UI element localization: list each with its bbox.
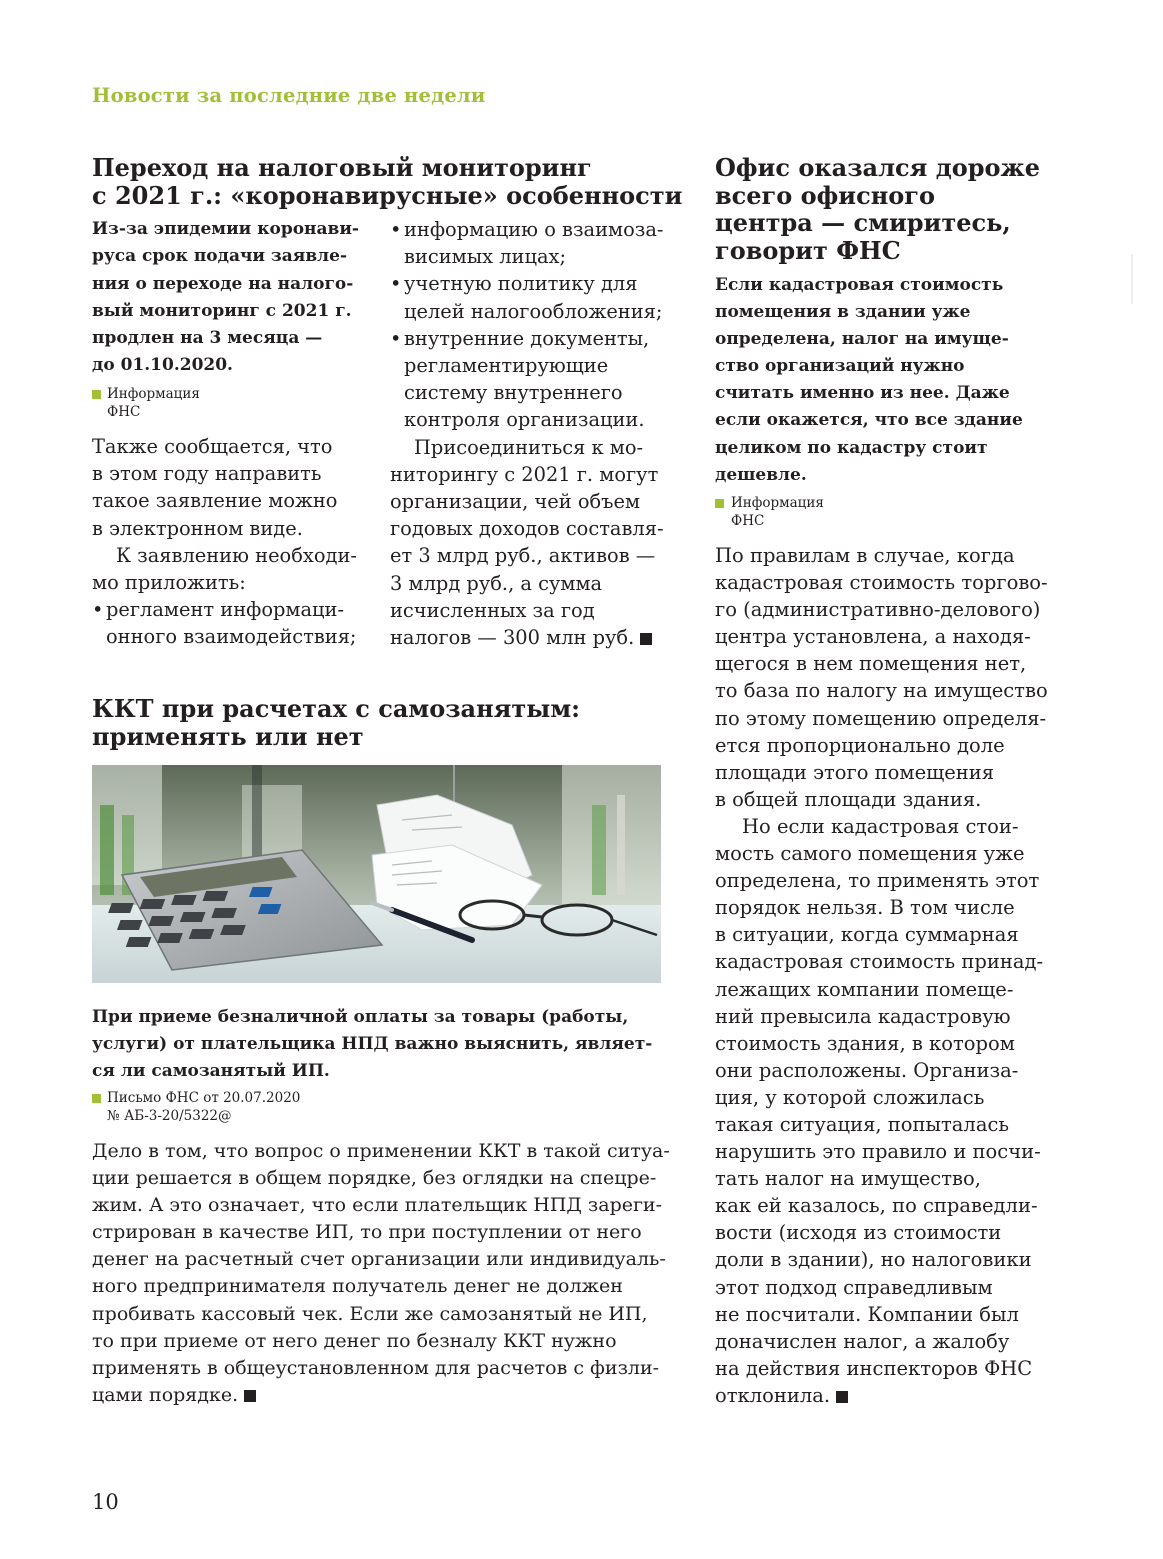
body-line: ции решается в общем порядке, без оглядки на спецре- — [92, 1167, 657, 1190]
body-line: ного предпринимателя получатель денег не должен — [92, 1275, 623, 1298]
lead-line: вый мониторинг с 2021 г. — [92, 300, 352, 321]
body-line: центра установлена, а находя- — [715, 625, 1031, 649]
body-line: ниторингу с 2021 г. могут — [390, 462, 659, 486]
lead-line: целиком по кадастру стоит — [715, 437, 988, 458]
body-line: в ситуации, когда суммарная — [715, 923, 1019, 947]
source-marker-icon — [92, 1094, 101, 1103]
body-line: не посчитали. Компании был — [715, 1302, 1019, 1326]
body-line: они расположены. Организа- — [715, 1058, 1019, 1082]
lead-line: При приеме безналичной оплаты за товары (работы, — [92, 1007, 629, 1027]
body-line: организации, чей объем — [390, 490, 641, 514]
lead-line: дешевле. — [715, 464, 807, 485]
body-line-last — [390, 624, 664, 651]
bullet-item-cont: онного взаимодействия; — [106, 625, 357, 649]
bullet-item-cont: целей налогообложения; — [404, 299, 663, 323]
body-line: ет 3 млрд руб., активов — — [390, 544, 656, 568]
bullet-item: • внутренние документы, — [390, 325, 664, 352]
bullet-item: • регламент информаци- — [92, 596, 357, 623]
bullet-item-cont: контроля организации. — [404, 408, 645, 432]
lead-line: Из-за эпидемии коронави- — [92, 219, 359, 239]
lead-line: до 01.10.2020. — [92, 355, 233, 376]
body-line: мость самого помещения уже — [715, 842, 1025, 866]
article2-source — [107, 1089, 300, 1125]
article1-title-line: с 2021 г.: «коронавирусные» особенности — [92, 180, 683, 210]
article3-title-line: всего офисного — [715, 180, 935, 210]
article3-source — [731, 494, 824, 530]
body-line: щегося в нем помещения нет, — [715, 652, 1027, 676]
article1-source — [107, 385, 200, 421]
body-line: определена, то применять этот — [715, 869, 1040, 893]
body-line: доначислен налог, а жалобу — [715, 1329, 1010, 1353]
body-line: доли в здании), но налоговики — [715, 1248, 1032, 1272]
body-line-last — [715, 1382, 1048, 1409]
body-line: годовых доходов составля- — [390, 517, 664, 541]
lead-line: если окажется, что все здание — [715, 410, 1023, 431]
article2-title-line: ККТ при расчетах с самозанятым: — [92, 694, 581, 723]
section-label: Новости за последние две недели — [92, 84, 486, 107]
bullet-item-cont: висимых лицах; — [404, 245, 566, 269]
article3-lead — [715, 272, 1023, 489]
body-line: лежащих компании помеще- — [715, 977, 1014, 1001]
body-line: то база по налогу на имущество — [715, 679, 1048, 703]
body-line: по этому помещению определя- — [715, 706, 1047, 730]
lead-line: продлен на 3 месяца — — [92, 328, 323, 349]
body-line: стрирован в качестве ИП, то при поступлении от него — [92, 1221, 642, 1244]
body-line: применять в общеустановленном для расчетов с физли- — [92, 1356, 660, 1379]
body-line: в электронном виде. — [92, 516, 303, 540]
lead-line: определена, налог на имуще- — [715, 329, 1009, 350]
body-line: Но если кадастровая стои- — [742, 814, 1019, 838]
body-line: ется пропорционально доле — [715, 733, 1005, 757]
body-line: По правилам в случае, когда — [715, 544, 1015, 567]
article3-title-line: центра — смиритесь, — [715, 208, 1011, 237]
source-line: № АБ-3-20/5322@ — [107, 1108, 232, 1124]
source-line: Информация — [731, 495, 824, 511]
article2-title — [92, 695, 580, 750]
article1-body-right — [390, 216, 664, 651]
article1-body-left — [92, 433, 357, 651]
end-mark-icon — [244, 1390, 256, 1402]
article3-title — [715, 154, 1040, 264]
source-marker-icon — [715, 499, 724, 508]
page-number: 10 — [92, 1490, 119, 1514]
body-line: пробивать кассовый чек. Если же самозанятый не ИП, — [92, 1302, 648, 1325]
body-line: Присоединиться к мо- — [414, 435, 644, 459]
body-line: как ей казалось, по справедли- — [715, 1194, 1038, 1218]
margin-tick — [1131, 254, 1133, 304]
article2-body — [92, 1138, 670, 1409]
body-line: тать налог на имущество, — [715, 1167, 981, 1191]
lead-line: помещения в здании уже — [715, 302, 971, 323]
source-line: ФНС — [731, 513, 765, 529]
body-line: вости (исходя из стоимости — [715, 1221, 1002, 1245]
lead-line: Если кадастровая стоимость — [715, 275, 1004, 295]
body-line: исчисленных за год — [390, 598, 595, 622]
body-line: Также сообщается, что — [92, 435, 333, 458]
body-line: площади этого помещения — [715, 760, 995, 784]
lead-line: считать именно из нее. Даже — [715, 383, 1010, 404]
source-marker-icon — [92, 390, 101, 399]
bullet-item: • учетную политику для — [390, 270, 664, 297]
body-line: Дело в том, что вопрос о применении ККТ в такой ситуа- — [92, 1140, 670, 1162]
bullet-item-cont: систему внутреннего — [404, 381, 623, 405]
body-line: ний превысила кадастровую — [715, 1004, 1011, 1028]
body-line: на действия инспекторов ФНС — [715, 1356, 1033, 1380]
calculator-photo — [92, 765, 661, 983]
article3-title-line: говорит ФНС — [715, 235, 901, 265]
body-line: К заявлению необходи- — [116, 543, 357, 567]
lead-line: ния о переходе на налого- — [92, 273, 354, 294]
body-line: кадастровая стоимость принад- — [715, 950, 1044, 974]
body-line-text: цами порядке. — [92, 1383, 239, 1406]
body-line-last — [92, 1382, 670, 1409]
body-line-text: налогов — 300 млн руб. — [390, 626, 635, 650]
body-line: такая ситуация, попыталась — [715, 1112, 1009, 1136]
end-mark-icon — [640, 633, 652, 645]
article1-title-line: Переход на налоговый мониторинг — [92, 153, 592, 182]
lead-line: услуги) от плательщика НПД важно выяснить, являет- — [92, 1034, 653, 1054]
body-line: ция, у которой сложилась — [715, 1085, 985, 1109]
body-line: 3 млрд руб., а сумма — [390, 571, 603, 595]
body-line: в общей площади здания. — [715, 787, 982, 811]
body-line: кадастровая стоимость торгово- — [715, 571, 1048, 595]
body-line-text: отклонила. — [715, 1383, 831, 1407]
body-line: мо приложить: — [92, 571, 246, 595]
body-line: жим. А это означает, что если плательщик НПД зареги- — [92, 1194, 663, 1217]
source-line: ФНС — [107, 404, 141, 420]
article2-title-line: применять или нет — [92, 721, 364, 751]
body-line: стоимость здания, в котором — [715, 1031, 1015, 1055]
article3-title-line: Офис оказался дороже — [715, 153, 1040, 182]
lead-line: ся ли самозанятый ИП. — [92, 1061, 330, 1081]
body-line: в этом году направить — [92, 462, 322, 486]
body-line: нарушить это правило и посчи- — [715, 1140, 1041, 1164]
source-line: Письмо ФНС от 20.07.2020 — [107, 1090, 301, 1106]
lead-line: ство организаций нужно — [715, 356, 965, 377]
end-mark-icon — [836, 1391, 848, 1403]
body-line: порядок нельзя. В том числе — [715, 896, 1015, 920]
bullet-item: • информацию о взаимоза- — [390, 216, 664, 243]
article1-lead — [92, 216, 359, 380]
lead-line: руса срок подачи заявле- — [92, 246, 348, 267]
body-line: такое заявление можно — [92, 489, 338, 513]
article1-title — [92, 154, 682, 209]
body-line: го (административно-делового) — [715, 598, 1041, 622]
body-line: денег на расчетный счет организации или индивидуаль- — [92, 1248, 666, 1271]
body-line: этот подход справедливым — [715, 1275, 993, 1299]
source-line: Информация — [107, 386, 200, 402]
body-line: то при приеме от него денег по безналу ККТ нужно — [92, 1329, 617, 1352]
bullet-item-cont: регламентирующие — [404, 354, 609, 378]
article3-body — [715, 542, 1048, 1409]
article2-lead — [92, 1004, 652, 1085]
